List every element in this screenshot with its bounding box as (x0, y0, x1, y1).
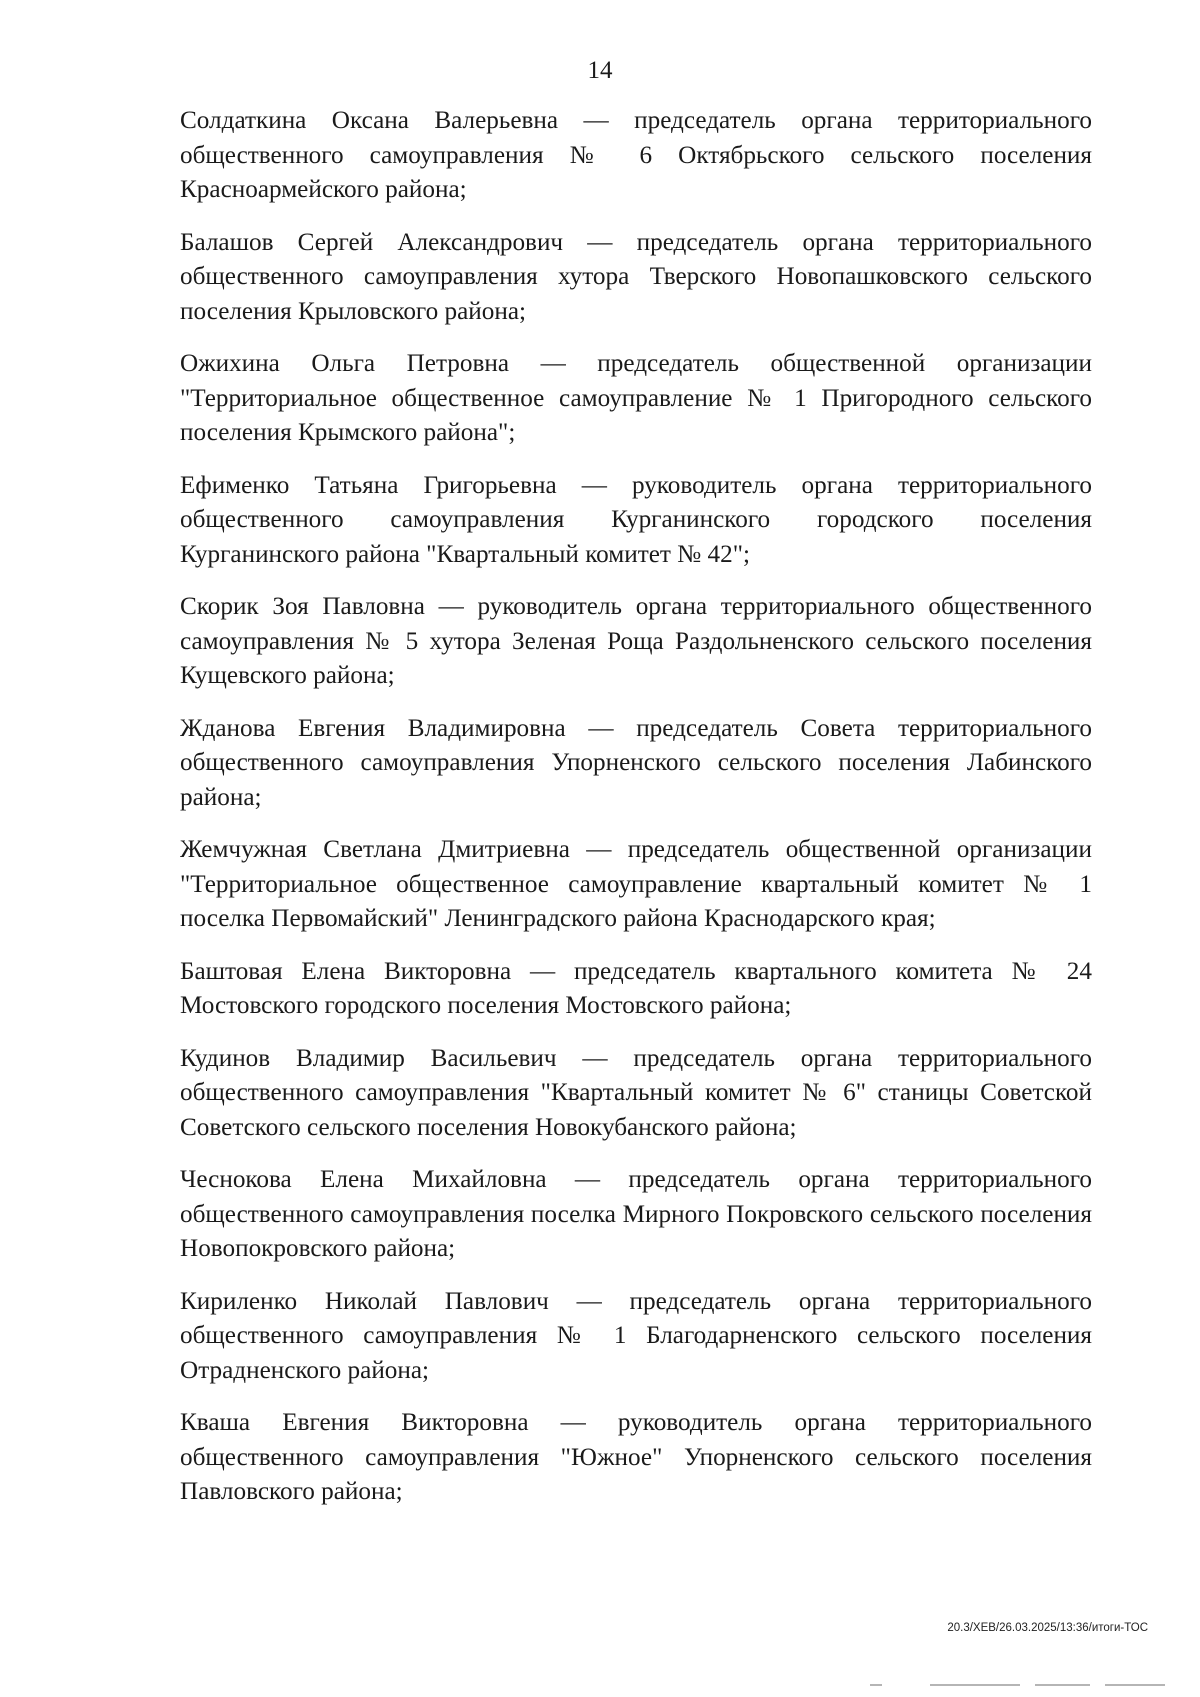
footer-document-code: 20.3/ХЕВ/26.03.2025/13:36/итоги-ТОС (947, 1622, 1148, 1634)
entries-list (180, 104, 1092, 1528)
list-item: Кириленко Николай Павлович — председатель органа территориального общественного самоуправления № 1 Благодарненского сельского поселения Отрадненского района; (180, 1287, 1092, 1384)
list-item: Жемчужная Светлана Дмитриевна — председатель общественной организации "Территориальное общественное самоуправление квартальный комитет № 1 поселка Первомайский" Ленинградского района Краснодарского края; (180, 836, 1092, 932)
list-item: Ожихина Ольга Петровна — председатель общественной организации "Территориальное общественное самоуправление № 1 Пригородного сельского поселения Крымского района"; (180, 350, 1092, 446)
scan-artifact-marks (870, 1684, 1170, 1688)
list-item: Кваша Евгения Викторовна — руководитель органа территориального общественного самоуправления "Южное" Упорненского сельского поселения Павловского района; (180, 1409, 1092, 1505)
list-item: Балашов Сергей Александрович — председатель органа территориального общественного самоуправления хутора Тверского Новопашковского сельского поселения Крыловского района; (180, 228, 1092, 325)
list-item: Скорик Зоя Павловна — руководитель органа территориального общественного самоуправления № 5 хутора Зеленая Роща Раздольненского сельского поселения Кущевского района; (180, 593, 1092, 689)
list-item: Солдаткина Оксана Валерьевна — председатель органа территориального общественного самоуправления № 6 Октябрьского сельского поселения Красноармейского района; (180, 107, 1092, 203)
page-number: 14 (587, 57, 613, 84)
list-item: Жданова Евгения Владимировна — председатель Совета территориального общественного самоуправления Упорненского сельского поселения Лабинского района; (180, 714, 1092, 811)
list-item: Чеснокова Елена Михайловна — председатель органа территориального общественного самоуправления поселка Мирного Покровского сельского поселения Новопокровского района; (180, 1166, 1092, 1262)
list-item: Баштовая Елена Викторовна — председатель квартального комитета № 24 Мостовского городского поселения Мостовского района; (180, 957, 1092, 1019)
list-item: Кудинов Владимир Васильевич — председатель органа территориального общественного самоуправления "Квартальный комитет № 6" станицы Советской Советского сельского поселения Новокубанского района; (180, 1044, 1092, 1141)
list-item: Ефименко Татьяна Григорьевна — руководитель органа территориального общественного самоуправления Курганинского городского поселения Курганинского района "Квартальный комитет № 42"; (180, 471, 1092, 568)
